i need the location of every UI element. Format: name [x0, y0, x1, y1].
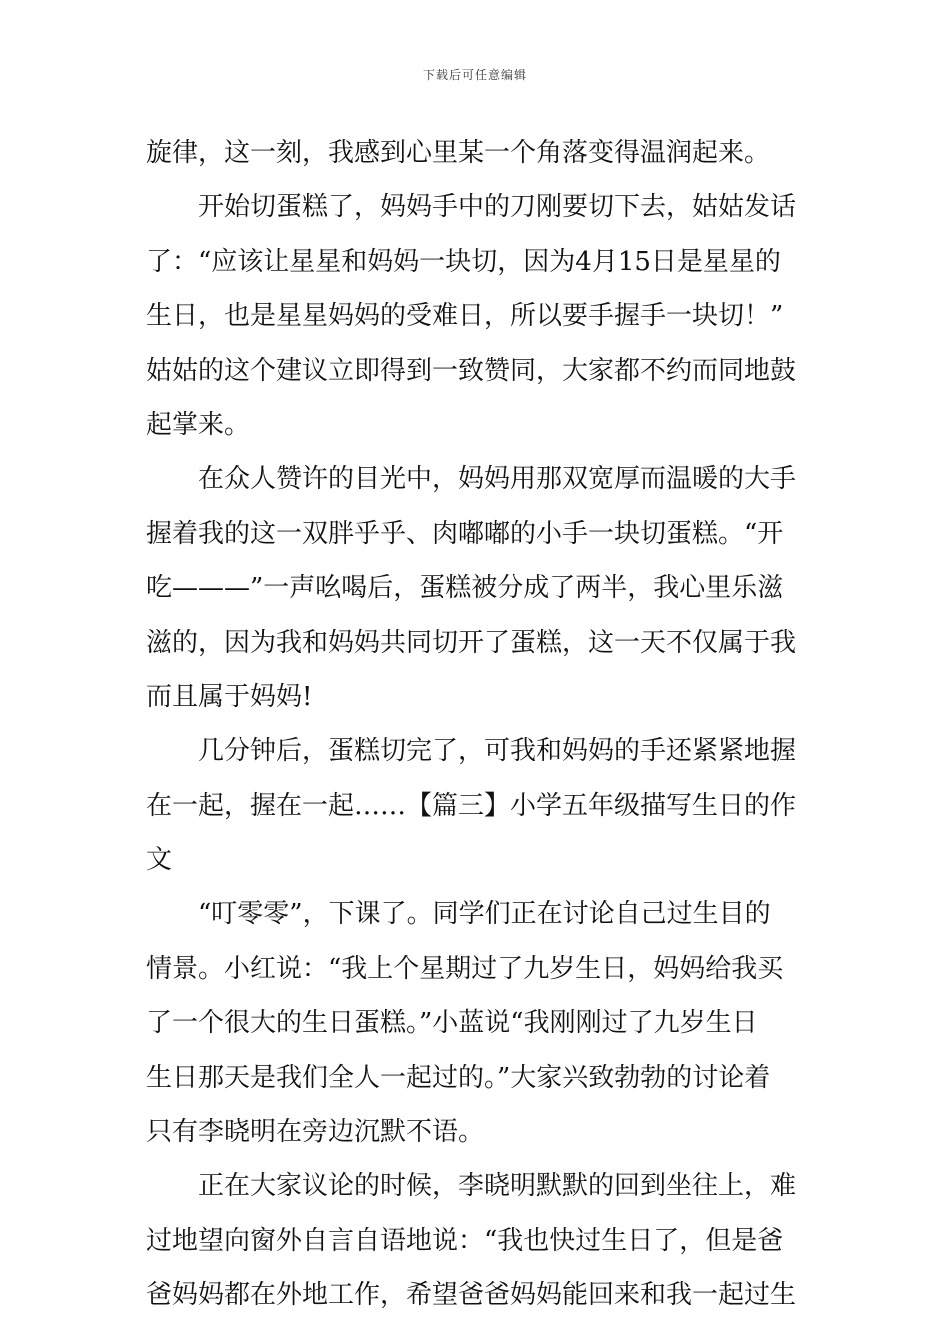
text-line: 了：“应该让星星和妈妈一块切，因为4月15日是星星的 [146, 246, 781, 277]
text-line: 生日，也是星星妈妈的受难日，所以要手握手一块切！” [146, 301, 784, 332]
text-line: 滋的，因为我和妈妈共同切开了蛋糕，这一天不仅属于我 [146, 627, 797, 658]
text-line: 姑姑的这个建议立即得到一致赞同，大家都不约而同地鼓 [146, 355, 797, 386]
text-line: 正在大家议论的时候，李晓明默默的回到坐往上，难 [146, 1171, 797, 1202]
text-line: 爸妈妈都在外地工作，希望爸爸妈妈能回来和我一起过生 [146, 1280, 797, 1311]
text-line: 在众人赞许的目光中，妈妈用那双宽厚而温暖的大手 [146, 464, 797, 495]
text-line: 旋律，这一刻，我感到心里某一个角落变得温润起来。 [146, 138, 771, 168]
text-line: 过地望向窗外自言自语地说：“我也快过生日了，但是爸 [146, 1225, 784, 1256]
text-line: 几分钟后，蛋糕切完了，可我和妈妈的手还紧紧地握 [146, 736, 797, 767]
essay-body [146, 126, 810, 1323]
text-line: “叮零零”，下课了。同学们正在讨论自己过生目的 [146, 899, 771, 930]
text-line: 开始切蛋糕了，妈妈手中的刀刚要切下去，姑姑发话 [146, 192, 797, 223]
text-line: 吃———”一声吆喝后，蛋糕被分成了两半，我心里乐滋 [146, 573, 784, 604]
page-header: 下载后可任意编辑 [422, 68, 527, 82]
text-line: 握着我的这一双胖乎乎、肉嘟嘟的小手一块切蛋糕。“开 [146, 518, 784, 549]
text-line: 而且属于妈妈! [146, 681, 313, 712]
text-line: 起掌来。 [146, 409, 251, 440]
text-line: 文 [146, 845, 173, 876]
text-line: 了一个很大的生日蛋糕。”小蓝说“我刚刚过了九岁生日 [146, 1008, 758, 1039]
text-line: 情景。小红说：“我上个星期过了九岁生日，妈妈给我买 [146, 953, 784, 984]
text-line: 在一起，握在一起……【篇三】小学五年级描写生日的作 [146, 790, 797, 821]
text-line: 生日那天是我们全人一起过的。”大家兴致勃勃的讨论着 [146, 1062, 771, 1093]
text-line: 只有李晓明在旁边沉默不语。 [146, 1117, 485, 1148]
